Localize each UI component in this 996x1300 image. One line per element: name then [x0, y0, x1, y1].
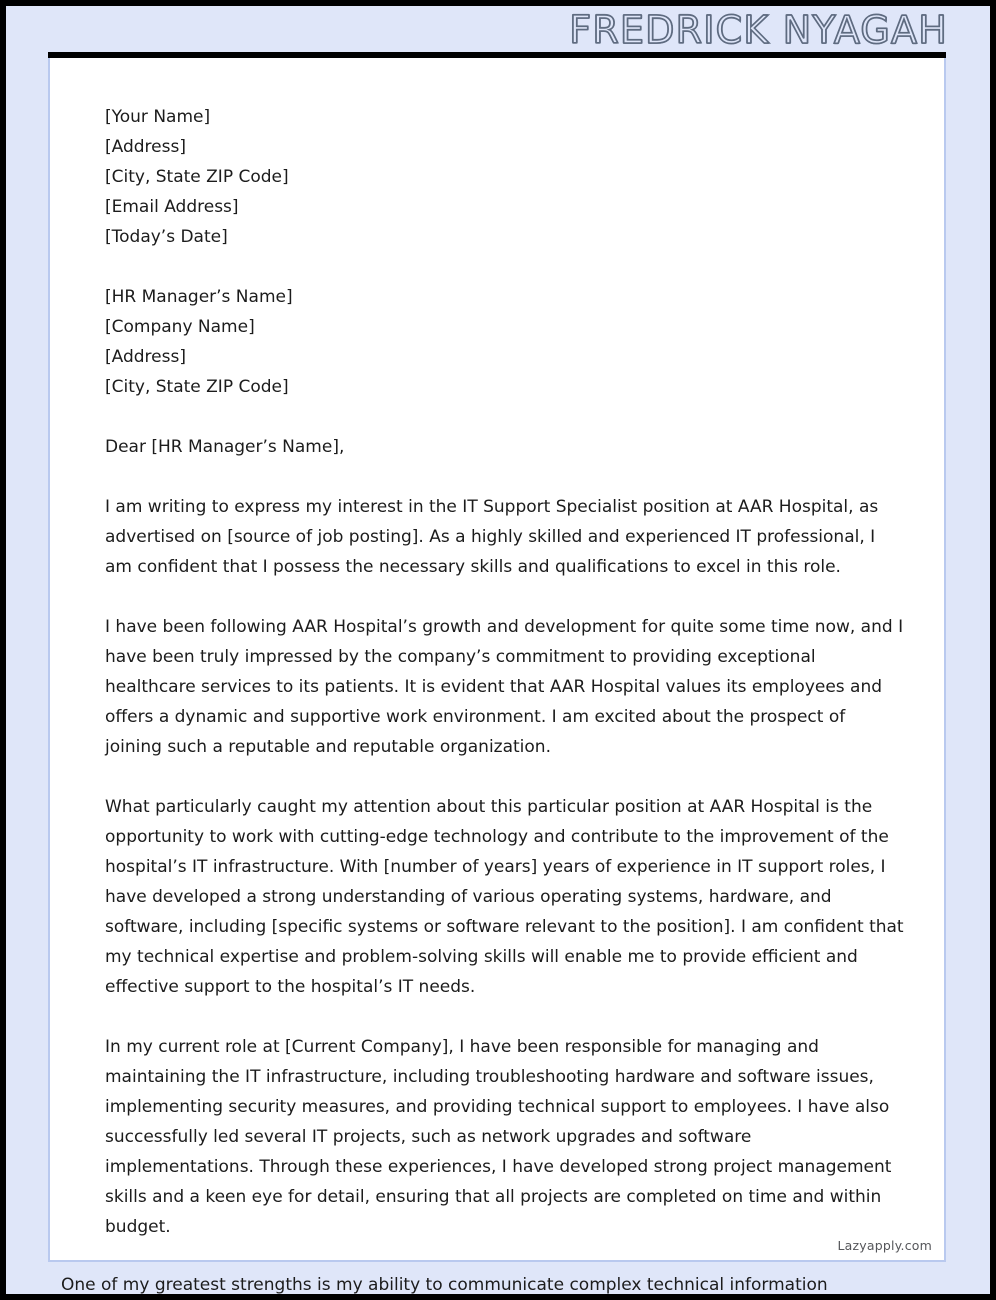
- sender-line: [Today’s Date]: [105, 227, 228, 247]
- letter-paragraph: I am writing to express my interest in the IT Support Specialist position at AAR Hospital, as advertised on [source of job posting]. As a highly skilled and experienced IT professional, I am confident that I possess the necessary skills and qualifications to excel in this role.: [105, 497, 879, 577]
- recipient-address-block: [105, 282, 905, 402]
- letter-paragraph: I have been following AAR Hospital’s growth and development for quite some time now, and I have been truly impressed by the company’s commitment to providing exceptional healthcare services to its patients. It is evident that AAR Hospital values its employees and offers a dynamic and supportive work environment. I am excited about the prospect of joining such a reputable and reputable organization.: [105, 617, 904, 757]
- sender-line: [Address]: [105, 137, 186, 157]
- salutation: Dear [HR Manager’s Name],: [105, 437, 345, 457]
- sender-line: [Email Address]: [105, 197, 239, 217]
- page-title: FREDRICK NYAGAH: [569, 8, 948, 52]
- recipient-line: [City, State ZIP Code]: [105, 377, 289, 397]
- letter-paragraph: In my current role at [Current Company], I have been responsible for managing and maintaining the IT infrastructure, including troubleshooting hardware and software issues, implementing security measures, and providing technical support to employees. I have also successfully led several IT projects, such as network upgrades and software implementations. Through these experiences, I have developed strong project management skills and a keen eye for detail, ensuring that all projects are completed on time and within budget.: [105, 1037, 892, 1237]
- letter-overflow-line: One of my greatest strengths is my ability to communicate complex technical information: [61, 1275, 828, 1294]
- spacer: [105, 252, 905, 282]
- recipient-line: [Company Name]: [105, 317, 255, 337]
- letter-page: [48, 58, 946, 1262]
- sender-address-block: [105, 102, 905, 252]
- spacer: [105, 462, 905, 492]
- document-header: [6, 6, 990, 52]
- recipient-line: [HR Manager’s Name]: [105, 287, 293, 307]
- sender-line: [Your Name]: [105, 107, 211, 127]
- sender-line: [City, State ZIP Code]: [105, 167, 289, 187]
- spacer: [105, 402, 905, 432]
- recipient-line: [Address]: [105, 347, 186, 367]
- document-frame: [6, 6, 990, 1294]
- letter-paragraph: What particularly caught my attention about this particular position at AAR Hospital is the opportunity to work with cutting-edge technology and contribute to the improvement of the hospital’s IT infrastructure. With [number of years] years of experience in IT support roles, I have developed a strong understanding of various operating systems, hardware, and software, including [specific systems or software relevant to the position]. I am confident that my technical expertise and problem-solving skills will enable me to provide efficient and effective support to the hospital’s IT needs.: [105, 797, 904, 997]
- letter-body: [105, 102, 905, 1242]
- watermark-lazyapply: Lazyapply.com: [837, 1238, 932, 1253]
